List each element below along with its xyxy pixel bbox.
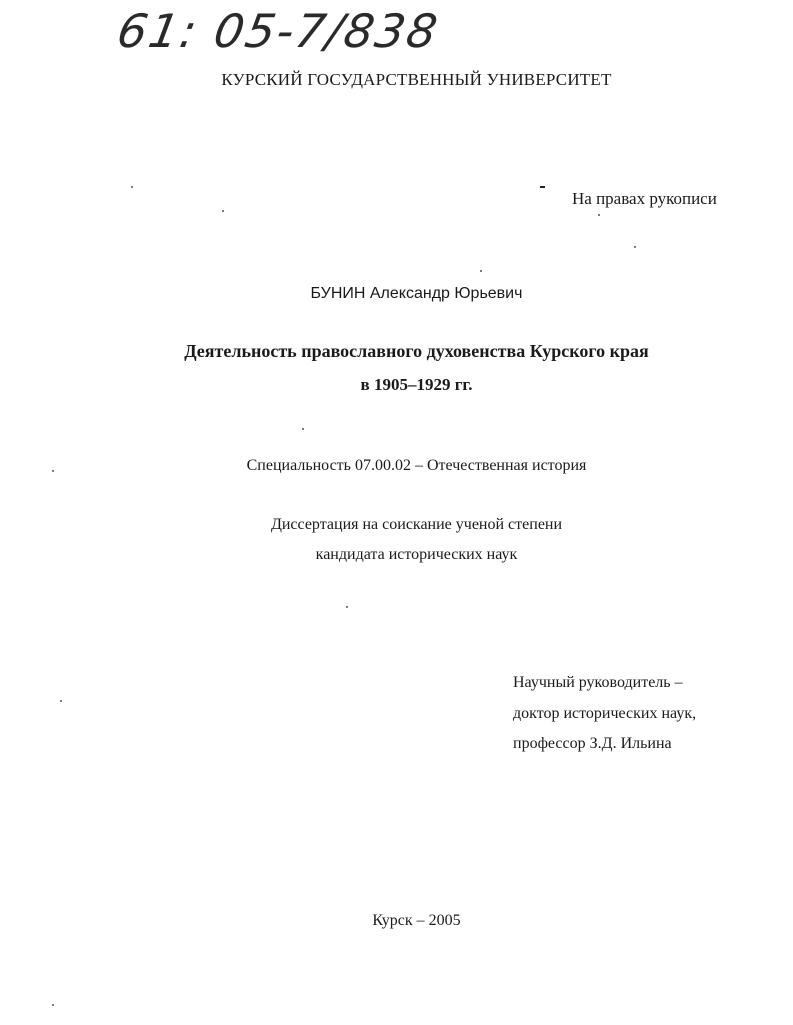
supervisor-line3: профессор З.Д. Ильина	[513, 735, 672, 752]
supervisor-line2: доктор исторических наук,	[513, 705, 697, 722]
specialty: Специальность 07.00.02 – Отечественная история	[246, 457, 587, 474]
scan-speck	[131, 186, 133, 188]
author-name: БУНИН Александр Юрьевич	[310, 285, 523, 302]
degree-line1: Диссертация на соискание ученой степени	[270, 516, 563, 533]
place-and-year: Курск – 2005	[372, 912, 461, 929]
scan-speck	[598, 214, 600, 216]
scan-mark	[540, 186, 545, 188]
university-name: КУРСКИЙ ГОСУДАРСТВЕННЫЙ УНИВЕРСИТЕТ	[221, 70, 612, 89]
dissertation-title-line1: Деятельность православного духовенства Курского края	[184, 341, 649, 361]
supervisor-line1: Научный руководитель –	[513, 674, 683, 691]
catalog-number-handwritten: 61: 05-7/838	[113, 4, 444, 58]
scan-speck	[60, 700, 62, 702]
scan-speck	[346, 606, 348, 608]
rights-note: На правах рукописи	[572, 189, 717, 208]
dissertation-title-line2: в 1905–1929 гг.	[360, 375, 473, 394]
scan-speck	[302, 428, 304, 430]
scan-speck	[634, 246, 636, 248]
degree-line2: кандидата исторических наук	[315, 546, 518, 563]
scan-speck	[52, 1004, 54, 1006]
scan-speck	[222, 210, 224, 212]
scan-speck	[480, 270, 482, 272]
scan-speck	[52, 470, 54, 472]
